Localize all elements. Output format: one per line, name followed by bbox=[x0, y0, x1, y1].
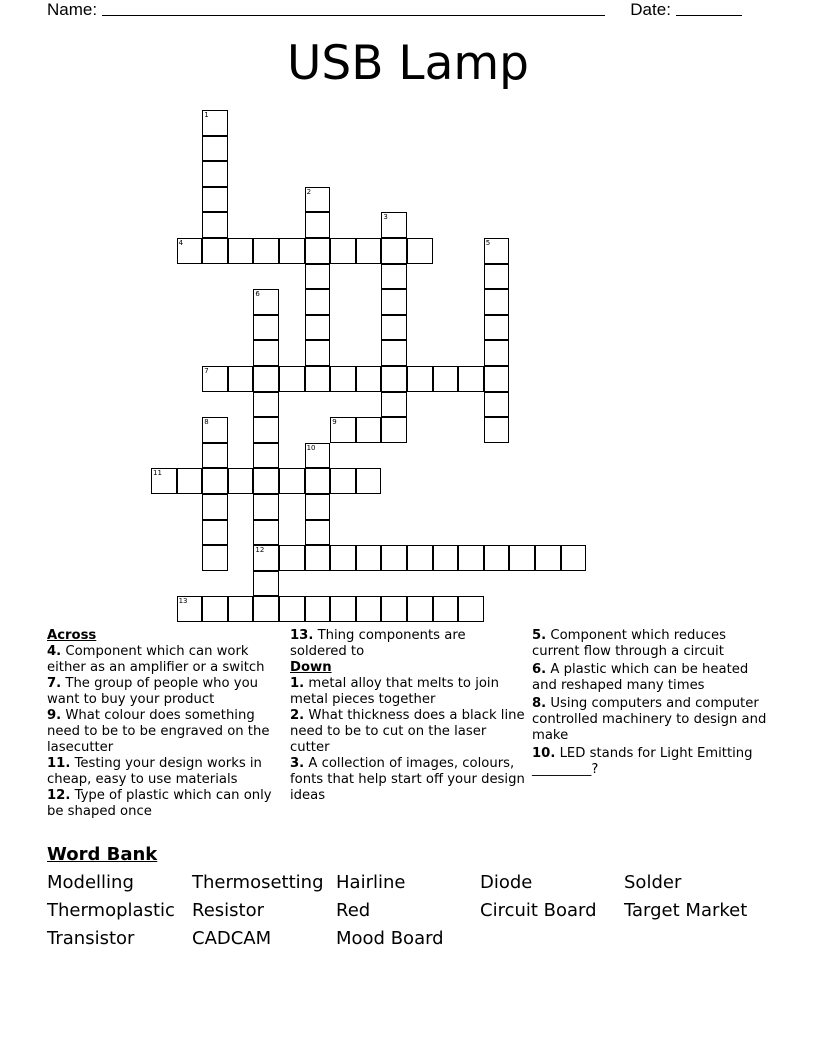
grid-cell[interactable] bbox=[202, 187, 228, 213]
grid-cell[interactable] bbox=[458, 545, 484, 571]
grid-cell[interactable] bbox=[253, 571, 279, 597]
cell-number: 6 bbox=[255, 290, 260, 299]
grid-cell[interactable] bbox=[381, 392, 407, 418]
grid-cell[interactable] bbox=[305, 187, 331, 213]
word-bank-word: Thermoplastic bbox=[47, 900, 175, 921]
grid-cell[interactable] bbox=[202, 212, 228, 238]
grid-cell[interactable] bbox=[202, 520, 228, 546]
grid-cell[interactable] bbox=[228, 468, 254, 494]
grid-cell[interactable] bbox=[305, 545, 331, 571]
grid-cell[interactable] bbox=[253, 340, 279, 366]
grid-cell[interactable] bbox=[407, 366, 433, 392]
grid-cell[interactable] bbox=[253, 545, 279, 571]
grid-cell[interactable] bbox=[330, 366, 356, 392]
grid-cell[interactable] bbox=[202, 596, 228, 622]
grid-cell[interactable] bbox=[381, 417, 407, 443]
clue-number: 2. bbox=[290, 708, 305, 723]
clue-text: A plastic which can be heated and reshaped many times bbox=[532, 662, 749, 693]
clue-number: 11. bbox=[47, 756, 71, 771]
grid-cell[interactable] bbox=[433, 545, 459, 571]
grid-cell[interactable] bbox=[253, 443, 279, 469]
grid-cell[interactable] bbox=[202, 238, 228, 264]
grid-cell[interactable] bbox=[356, 545, 382, 571]
grid-cell[interactable] bbox=[279, 238, 305, 264]
grid-cell[interactable] bbox=[381, 289, 407, 315]
grid-cell[interactable] bbox=[484, 545, 510, 571]
clue-text: A collection of images, colours, fonts that help start off your design ideas bbox=[290, 756, 525, 803]
grid-cell[interactable] bbox=[305, 340, 331, 366]
word-bank-word: CADCAM bbox=[192, 928, 272, 949]
grid-cell[interactable] bbox=[253, 494, 279, 520]
grid-cell[interactable] bbox=[484, 340, 510, 366]
clue-text: Component which can work either as an amplifier or a switch bbox=[47, 644, 265, 675]
down-clue bbox=[290, 676, 525, 708]
grid-cell[interactable] bbox=[305, 212, 331, 238]
grid-cell[interactable] bbox=[381, 366, 407, 392]
grid-cell[interactable] bbox=[305, 315, 331, 341]
grid-cell[interactable] bbox=[356, 238, 382, 264]
grid-cell[interactable] bbox=[407, 545, 433, 571]
down-heading: Down bbox=[290, 660, 332, 675]
grid-cell[interactable] bbox=[305, 289, 331, 315]
grid-cell[interactable] bbox=[381, 264, 407, 290]
grid-cell[interactable] bbox=[381, 212, 407, 238]
grid-cell[interactable] bbox=[228, 596, 254, 622]
cell-number: 5 bbox=[485, 239, 491, 247]
grid-cell[interactable] bbox=[253, 238, 279, 264]
word-bank-title: Word Bank bbox=[47, 844, 158, 865]
grid-cell[interactable] bbox=[305, 238, 331, 264]
grid-cell[interactable] bbox=[356, 596, 382, 622]
word-bank-word: Red bbox=[336, 900, 371, 921]
grid-cell[interactable] bbox=[407, 596, 433, 622]
cell-number: 2 bbox=[306, 187, 312, 196]
grid-cell[interactable] bbox=[509, 545, 535, 571]
clue-text: What thickness does a black line need to be to cut on the laser cutter bbox=[290, 708, 525, 755]
across-clue bbox=[47, 644, 282, 676]
grid-cell[interactable] bbox=[202, 366, 228, 392]
grid-cell[interactable] bbox=[305, 520, 331, 546]
grid-cell[interactable] bbox=[253, 366, 279, 392]
grid-cell[interactable] bbox=[202, 443, 228, 469]
clue-text: Type of plastic which can only be shaped once bbox=[47, 788, 272, 819]
clue-number: 3. bbox=[290, 756, 305, 771]
date-label: Date: bbox=[630, 0, 671, 19]
cell-number: 10 bbox=[306, 443, 316, 452]
grid-cell[interactable] bbox=[484, 315, 510, 341]
grid-cell[interactable] bbox=[151, 468, 177, 494]
grid-cell[interactable] bbox=[279, 596, 305, 622]
name-label: Name: bbox=[47, 0, 98, 19]
grid-cell[interactable] bbox=[484, 366, 510, 392]
grid-cell[interactable] bbox=[228, 366, 254, 392]
cell-number: 8 bbox=[204, 418, 209, 427]
clue-number: 7. bbox=[47, 676, 62, 691]
down-clue bbox=[290, 756, 525, 804]
grid-cell[interactable] bbox=[279, 468, 305, 494]
clue-text: Component which reduces current flow through a circuit bbox=[532, 628, 726, 659]
cell-number: 4 bbox=[178, 239, 184, 247]
grid-cell[interactable] bbox=[484, 238, 510, 264]
grid-cell[interactable] bbox=[253, 392, 279, 418]
clue-text: Testing your design works in cheap, easy to use materials bbox=[47, 756, 262, 787]
grid-cell[interactable] bbox=[253, 289, 279, 315]
grid-cell[interactable] bbox=[330, 417, 356, 443]
grid-cell[interactable] bbox=[279, 366, 305, 392]
word-bank-word: Mood Board bbox=[336, 928, 444, 949]
cell-number: 12 bbox=[255, 546, 265, 555]
grid-cell[interactable] bbox=[356, 417, 382, 443]
cell-number: 9 bbox=[332, 418, 337, 427]
grid-cell[interactable] bbox=[305, 366, 331, 392]
clue-text: What colour does something need to be to be engraved on the lasecutter bbox=[47, 708, 270, 755]
grid-cell[interactable] bbox=[202, 494, 228, 520]
grid-cell[interactable] bbox=[381, 340, 407, 366]
grid-cell[interactable] bbox=[381, 238, 407, 264]
cell-number: 3 bbox=[383, 213, 388, 222]
grid-cell[interactable] bbox=[253, 596, 279, 622]
cell-number: 11 bbox=[153, 469, 162, 478]
grid-cell[interactable] bbox=[305, 264, 331, 290]
grid-cell[interactable] bbox=[458, 596, 484, 622]
clue-number: 1. bbox=[290, 676, 305, 691]
grid-cell[interactable] bbox=[202, 417, 228, 443]
clue-text: Using computers and computer controlled machinery to design and make bbox=[532, 696, 767, 743]
grid-cell[interactable] bbox=[381, 315, 407, 341]
down-clue bbox=[532, 746, 767, 778]
clue-number: 12. bbox=[47, 788, 71, 803]
across-clue bbox=[47, 708, 282, 756]
grid-cell[interactable] bbox=[330, 545, 356, 571]
grid-cell[interactable] bbox=[330, 596, 356, 622]
clue-text: Thing components are soldered to bbox=[290, 628, 466, 659]
cell-number: 13 bbox=[178, 597, 188, 606]
down-clue bbox=[532, 696, 767, 744]
clue-number: 4. bbox=[47, 644, 62, 659]
grid-cell[interactable] bbox=[330, 468, 356, 494]
grid-cell[interactable] bbox=[202, 161, 228, 187]
down-clue bbox=[532, 662, 767, 694]
puzzle-title: USB Lamp bbox=[286, 36, 530, 91]
clues-column-1 bbox=[47, 628, 282, 820]
grid-cell[interactable] bbox=[279, 545, 305, 571]
grid-cell[interactable] bbox=[202, 110, 228, 136]
grid-cell[interactable] bbox=[381, 596, 407, 622]
word-bank-word: Modelling bbox=[47, 872, 134, 893]
word-bank-word: Transistor bbox=[47, 928, 135, 949]
word-bank-word: Target Market bbox=[624, 900, 748, 921]
grid-cell[interactable] bbox=[305, 468, 331, 494]
grid-cell[interactable] bbox=[202, 545, 228, 571]
grid-cell[interactable] bbox=[535, 545, 561, 571]
down-clue bbox=[290, 708, 525, 756]
grid-cell[interactable] bbox=[177, 596, 203, 622]
across-clue bbox=[290, 628, 525, 660]
grid-cell[interactable] bbox=[305, 443, 331, 469]
word-bank-word: Thermosetting bbox=[192, 872, 324, 893]
grid-cell[interactable] bbox=[381, 545, 407, 571]
grid-cell[interactable] bbox=[356, 366, 382, 392]
word-bank bbox=[47, 842, 777, 962]
grid-cell[interactable] bbox=[484, 417, 510, 443]
grid-cell[interactable] bbox=[561, 545, 587, 571]
clue-number: 13. bbox=[290, 628, 314, 643]
clue-number: 5. bbox=[532, 628, 547, 643]
across-clue bbox=[47, 788, 282, 820]
across-clue bbox=[47, 676, 282, 708]
word-bank-word: Diode bbox=[480, 872, 533, 893]
across-clue bbox=[47, 756, 282, 788]
clue-text: The group of people who you want to buy your product bbox=[47, 676, 259, 707]
word-bank-word: Resistor bbox=[192, 900, 264, 921]
clue-text: metal alloy that melts to join metal pieces together bbox=[290, 676, 499, 707]
word-bank-word: Solder bbox=[624, 872, 682, 893]
grid-cell[interactable] bbox=[228, 238, 254, 264]
clues-column-3 bbox=[532, 628, 767, 778]
grid-cell[interactable] bbox=[458, 366, 484, 392]
grid-cell[interactable] bbox=[305, 494, 331, 520]
across-heading: Across bbox=[47, 628, 97, 643]
grid-cell[interactable] bbox=[484, 264, 510, 290]
grid-cell[interactable] bbox=[330, 238, 356, 264]
cell-number: 7 bbox=[204, 367, 209, 375]
grid-cell[interactable] bbox=[433, 596, 459, 622]
clues-section bbox=[0, 628, 816, 838]
word-bank-word: Circuit Board bbox=[480, 900, 597, 921]
grid-cell[interactable] bbox=[305, 596, 331, 622]
clue-number: 10. bbox=[532, 746, 556, 761]
grid-cell[interactable] bbox=[433, 366, 459, 392]
grid-cell[interactable] bbox=[407, 238, 433, 264]
word-bank-word: Hairline bbox=[336, 872, 406, 893]
down-clue bbox=[532, 628, 767, 660]
grid-cell[interactable] bbox=[484, 392, 510, 418]
clue-number: 8. bbox=[532, 696, 547, 711]
clue-text: LED stands for Light Emitting _________? bbox=[532, 746, 753, 777]
clue-number: 6. bbox=[532, 662, 547, 677]
grid-cell[interactable] bbox=[484, 289, 510, 315]
grid-cell[interactable] bbox=[253, 315, 279, 341]
grid-cell[interactable] bbox=[202, 136, 228, 162]
clue-number: 9. bbox=[47, 708, 62, 723]
grid-cell[interactable] bbox=[177, 238, 203, 264]
grid-cell[interactable] bbox=[356, 468, 382, 494]
grid-cell[interactable] bbox=[253, 520, 279, 546]
clues-column-2 bbox=[290, 628, 525, 804]
grid-cell[interactable] bbox=[177, 468, 203, 494]
grid-cell[interactable] bbox=[253, 468, 279, 494]
cell-number: 1 bbox=[204, 111, 209, 119]
grid-cell[interactable] bbox=[202, 468, 228, 494]
grid-cell[interactable] bbox=[253, 417, 279, 443]
